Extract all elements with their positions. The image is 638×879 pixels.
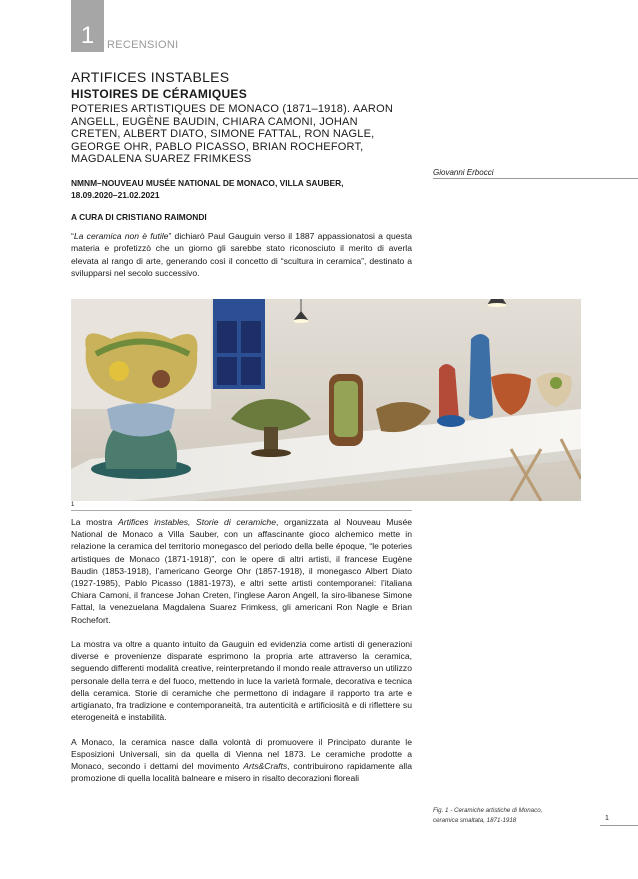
body-divider	[71, 510, 412, 511]
venue-block	[71, 178, 371, 201]
section-label: RECENSIONI	[107, 39, 179, 51]
article-subtitle: HISTOIRES DE CÉRAMIQUES	[71, 87, 248, 101]
page-number: 1	[605, 815, 609, 822]
author-divider	[433, 178, 638, 179]
curator-line: A CURA DI CRISTIANO RAIMONDI	[71, 212, 207, 222]
author-name: Giovanni Erbocci	[433, 168, 494, 177]
dates-line: 18.09.2020–21.02.2021	[71, 189, 160, 200]
paragraph-text: , organizzata al Nouveau Musée National de Monaco a Villa Sauber, con un affascinante gioco alchemico mette in relazione la ceramica del territorio monegasco del periodo della belle époque, “le poteries artistiques de Monaco (1871-1918)”, con le opere di altri artisti, il francese Eugène Baudin (1853-1918), l’americano George Ohr (1857-1918), il monegasco Albert Diato (1927-1985), Pablo Picasso (1881-1973), e altri sette artisti contemporanei: l’italiana Chiara Camoni, il francese Johan Creten, l’inglese Aaron Angell, la siro-libanese Simone Fattal, la venezuelana Magdalena Suarez Frimkess, gli americani Ron Nagle e Brian Rochefort.	[71, 517, 413, 625]
article-title: ARTIFICES INSTABLES	[71, 69, 230, 85]
figure-number: 1	[71, 502, 75, 508]
paragraph-text: La mostra	[71, 517, 118, 527]
section-number-tab	[71, 0, 104, 52]
lead-quote: La ceramica non è futile	[73, 231, 169, 241]
figure-caption	[433, 806, 583, 825]
caption-line: ceramica smaltata, 1871-1918	[433, 816, 517, 824]
exhibition-title-italic: Artifices instables, Storie di ceramiche	[118, 517, 276, 527]
article-body	[71, 516, 412, 797]
caption-line: Fig. 1 - Ceramiche artistiche di Monaco,	[433, 807, 543, 814]
exhibition-photo	[71, 299, 581, 501]
section-number: 1	[80, 22, 95, 49]
movement-name-italic: Arts&Crafts	[243, 761, 288, 772]
paragraph-3	[71, 736, 412, 785]
paragraph-1	[71, 516, 412, 626]
paragraph-text: , contribuirono rapidamente alla promozione di quella località balneare e misero in risalto decorazioni floreali	[71, 761, 412, 784]
lead-paragraph: “La ceramica non è futile” dichiarò Paul Gauguin verso il 1887 appassionatosi a questa materia e profetizzò che un giorno gli sarebbe stato riconosciuto il merito di averla elevata al rango di arte, generando così il concetto di “scultura in ceramica”, destinato a svilupparsi nel secolo successivo.	[71, 231, 412, 278]
exhibition-photo-illustration	[71, 299, 581, 501]
venue-line: NMNM–NOUVEAU MUSÉE NATIONAL DE MONACO, VILLA SAUBER,	[71, 178, 344, 188]
paragraph-2: La mostra va oltre a quanto intuito da Gauguin ed evidenzia come artisti di generazioni diverse e provenienze disparate esprimono la propria arte attraverso la ceramica, seguendo differenti modalità creative, reinterpretando il mondo reale attraverso un utilizzo personale della terra e del fuoco, mettendo in luce la varietà formale, decorativa e tecnica della ceramica. Storie di ceramiche che permettono di indagare il rapporto tra arte e artigianato, fra tradizione e contemporaneità, tra autenticità e artificiosità e di riflettere su eterogeneità e instabilità.	[71, 639, 412, 723]
page-number-rule	[600, 825, 638, 826]
artists-list: POTERIES ARTISTIQUES DE MONACO (1871–1918). AARON ANGELL, EUGÈNE BAUDIN, CHIARA CAMONI, JOHAN CRETEN, ALBERT DIATO, SIMONE FATTAL, RON NAGLE, GEORGE OHR, PABLO PICASSO, BRIAN ROCHEFORT, MAGDALENA SUAREZ FRIMKESS	[71, 103, 393, 166]
lead-text: ” dichiarò Paul Gauguin verso il 1887 appassionatosi a questa materia e profetizzò che un giorno gli sarebbe stato riconosciuto il merito di averla elevata al rango di arte, generando così il concetto di “scultura in ceramica”, destinato a svilupparsi nel secolo successivo.	[71, 231, 412, 278]
paragraph-text: A Monaco, la ceramica nasce dalla volontà di promuovere il Principato durante le Esposizioni Universali, sin da quella di Vienna nel 1873. Le ceramiche prodotte a Monaco, secondo i dettami del movimento	[71, 736, 412, 772]
